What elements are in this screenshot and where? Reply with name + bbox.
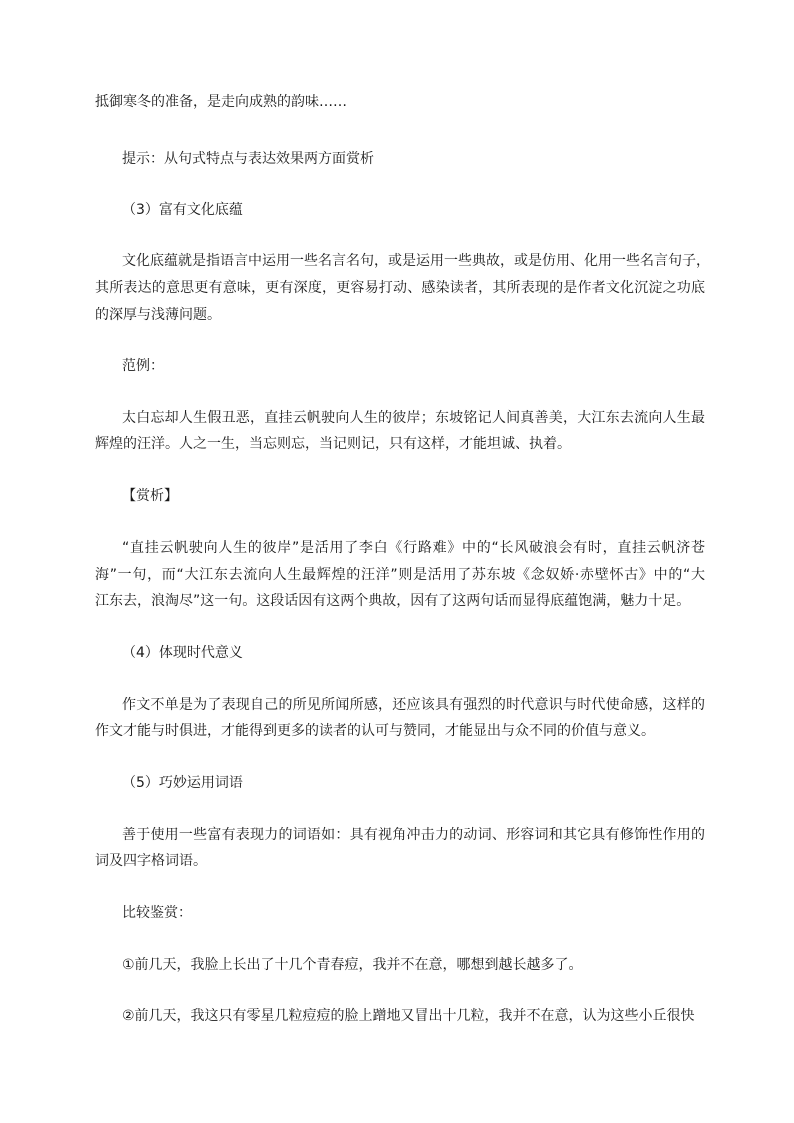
comparison-item-2: ②前几天，我这只有零星几粒痘痘的脸上蹭地又冒出十几粒，我并不在意，认为这些小丘很快	[122, 1008, 695, 1024]
appreciation-paragraph-line: 海”一句，而“大江东去流向人生最辉煌的汪洋”则是活用了苏东坡《念奴娇·赤壁怀古》中的“大	[95, 567, 705, 583]
body-paragraph-line: 作文不单是为了表现自己的所见所闻所感，还应该具有强烈的时代意识与时代使命感，这样的	[122, 697, 705, 713]
section-heading-3: （3）富有文化底蕴	[122, 202, 243, 218]
body-paragraph-line: 的深厚与浅薄问题。	[95, 307, 221, 323]
hint-text: 提示：从句式特点与表达效果两方面赏析	[122, 151, 374, 167]
body-paragraph-line: 其所表达的意思更有意味，更有深度，更容易打动、感染读者，其所表现的是作者文化沉淀之功底	[95, 280, 705, 296]
appreciation-heading: 【赏析】	[122, 488, 178, 504]
body-paragraph-line: 善于使用一些富有表现力的词语如：具有视角冲击力的动词、形容词和其它具有修饰性作用的	[122, 827, 705, 843]
example-paragraph-line: 辉煌的汪洋。人之一生，当忘则忘，当记则记，只有这样，才能坦诚、执着。	[95, 436, 571, 452]
example-paragraph-line: 太白忘却人生假丑恶，直挂云帆驶向人生的彼岸；东坡铭记人间真善美，大江东去流向人生最	[122, 410, 705, 426]
comparison-label: 比较鉴赏：	[122, 905, 192, 921]
appreciation-paragraph-line: 江东去，浪淘尽”这一句。这段话因有这两个典故，因有了这两句话而显得底蕴饱满，魅力十足。	[95, 593, 691, 609]
section-heading-4: （4）体现时代意义	[122, 645, 243, 661]
section-heading-5: （5）巧妙运用词语	[122, 775, 243, 791]
body-paragraph-line: 作文才能与时俱进，才能得到更多的读者的认可与赞同，才能显出与众不同的价值与意义。	[95, 723, 655, 739]
comparison-item-1: ①前几天，我脸上长出了十几个青春痘，我并不在意，哪想到越长越多了。	[122, 957, 583, 973]
paragraph-continuation: 抵御寒冬的准备，是走向成熟的韵味……	[95, 94, 347, 110]
appreciation-paragraph-line: “直挂云帆驶向人生的彼岸”是活用了李白《行路难》中的“长风破浪会有时，直挂云帆济苍	[122, 540, 705, 556]
body-paragraph-line: 词及四字格词语。	[95, 853, 207, 869]
example-label: 范例：	[122, 358, 164, 374]
body-paragraph-line: 文化底蕴就是指语言中运用一些名言名句，或是运用一些典故，或是仿用、化用一些名言句子，	[122, 253, 710, 269]
